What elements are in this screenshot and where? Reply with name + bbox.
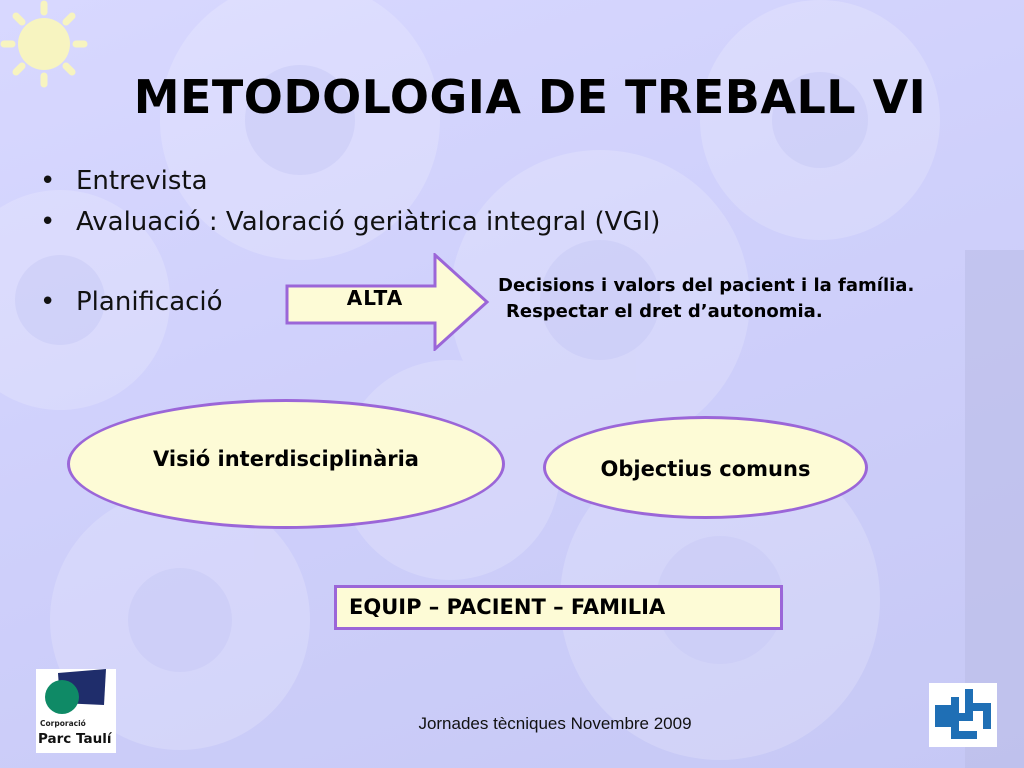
bullet-marker: •	[40, 166, 56, 196]
arrow-label: ALTA	[346, 286, 404, 310]
ellipse-visio-interdisciplinaria	[67, 399, 505, 529]
bullet-text: Avaluació : Valoració geriàtrica integral (VGI)	[76, 207, 661, 237]
decisions-text	[498, 273, 914, 325]
bullet-text: Planificació	[76, 287, 223, 317]
parc-tauli-logo-mark	[36, 669, 116, 717]
ellipse-label: Visió interdisciplinària	[153, 447, 419, 471]
footer-text: Jornades tècniques Novembre 2009	[418, 714, 692, 733]
parc-tauli-logo	[36, 669, 116, 753]
ellipse-objectius-comuns	[543, 416, 868, 519]
bullet-entrevista	[40, 166, 208, 196]
bullet-marker: •	[40, 287, 56, 317]
institution-logo-icon	[929, 683, 997, 747]
ellipse-label: Objectius comuns	[600, 456, 811, 481]
logo-name: Parc Taulí	[38, 731, 112, 747]
slide-title: METODOLOGIA DE TREBALL VI	[133, 70, 927, 124]
decisions-line-1: Decisions i valors del pacient i la família.	[498, 275, 915, 296]
decisions-line-2: Respectar el dret d’autonomia.	[506, 301, 823, 322]
equip-pacient-familia-box: EQUIP – PACIENT – FAMILIA	[334, 585, 783, 630]
logo-small-text: Corporació	[40, 719, 86, 728]
bullet-marker: •	[40, 207, 56, 237]
bullet-planificacio	[40, 287, 223, 317]
bullet-text: Entrevista	[76, 166, 208, 196]
bullet-avaluacio	[40, 207, 660, 237]
